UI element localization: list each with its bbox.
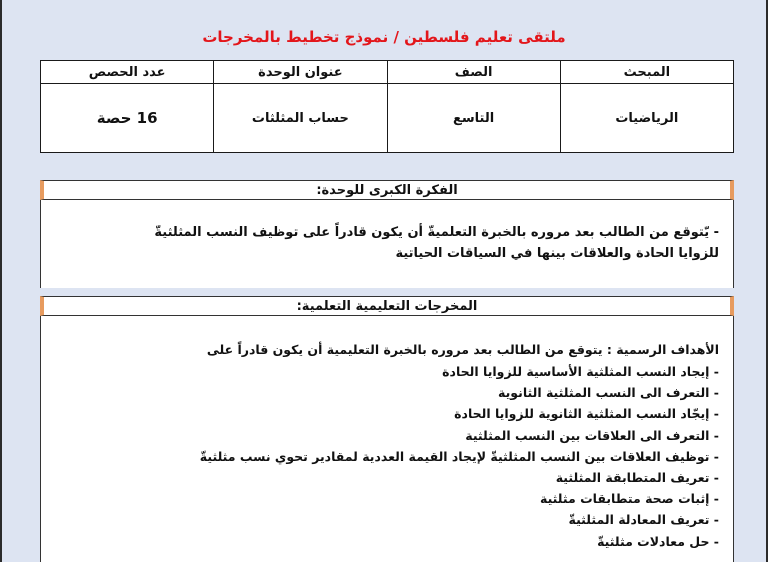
list-item: - التعرف الى النسب المثلثية الثانوية (498, 385, 719, 401)
header-unit-title: عنوان الوحدة (214, 61, 387, 84)
header-lesson-count: عدد الحصص (41, 61, 214, 84)
big-idea-text: - يّتوقع من الطالب بعد مروره بالخبرة التعلميةّ أن يكون قادراً على توظيف النسب المثلثيةّ للزوايا الحادة والعلاقات بينها في السياقات الحياتية (154, 225, 719, 261)
table-header-row (41, 61, 734, 84)
list-item: - التعرف الى العلاقات بين النسب المثلثية (465, 427, 719, 443)
cell-subject: الرياضيات (560, 84, 733, 153)
list-item: - إيجاد النسب المثلثية الأساسية للزوايا الحادة (442, 364, 719, 379)
cell-grade: التاسع (387, 84, 560, 153)
list-item: - تعريف المتطابقة المثلثية (555, 470, 719, 486)
outcomes-heading: المخرجات التعليمية التعلمية: (40, 296, 734, 316)
cell-unit-title: حساب المثلثات (214, 84, 387, 153)
list-item: - تعريف المعادلة المثلثيةّ (568, 512, 719, 528)
big-idea-heading: الفكرة الكبرى للوحدة: (40, 180, 734, 200)
big-idea-section (40, 180, 734, 288)
table-row (41, 84, 734, 153)
outcomes-body (40, 316, 734, 562)
big-idea-body (40, 200, 734, 288)
list-item: - توظيف العلاقات بين النسب المثلثيةّ لإيجاد القيمة العددية لمقادير تحوي نسب مثلثيةّ (199, 448, 719, 464)
unit-info-table (40, 60, 734, 153)
outcomes-list (200, 361, 719, 552)
list-item: - إثبات صحة متطابقات مثلثية (540, 491, 719, 507)
header-subject: المبحث (560, 61, 733, 84)
page-title: ملتقى تعليم فلسطين / نموذج تخطيط بالمخرجات (202, 28, 566, 46)
list-item: - إيجّاد النسب المثلثية الثانوية للزوايا الحادة (454, 406, 719, 422)
header-grade: الصف (387, 61, 560, 84)
list-item: - حل معادلات مثلثيةّ (597, 533, 719, 549)
cell-lesson-count: 16 حصة (41, 84, 214, 153)
page-border-left (0, 0, 2, 562)
outcomes-intro: الأهداف الرسمية : يتوقع من الطالب بعد مروره بالخبرة التعليمية أن يكون قادراً على (206, 342, 719, 357)
learning-outcomes-section (40, 296, 734, 562)
